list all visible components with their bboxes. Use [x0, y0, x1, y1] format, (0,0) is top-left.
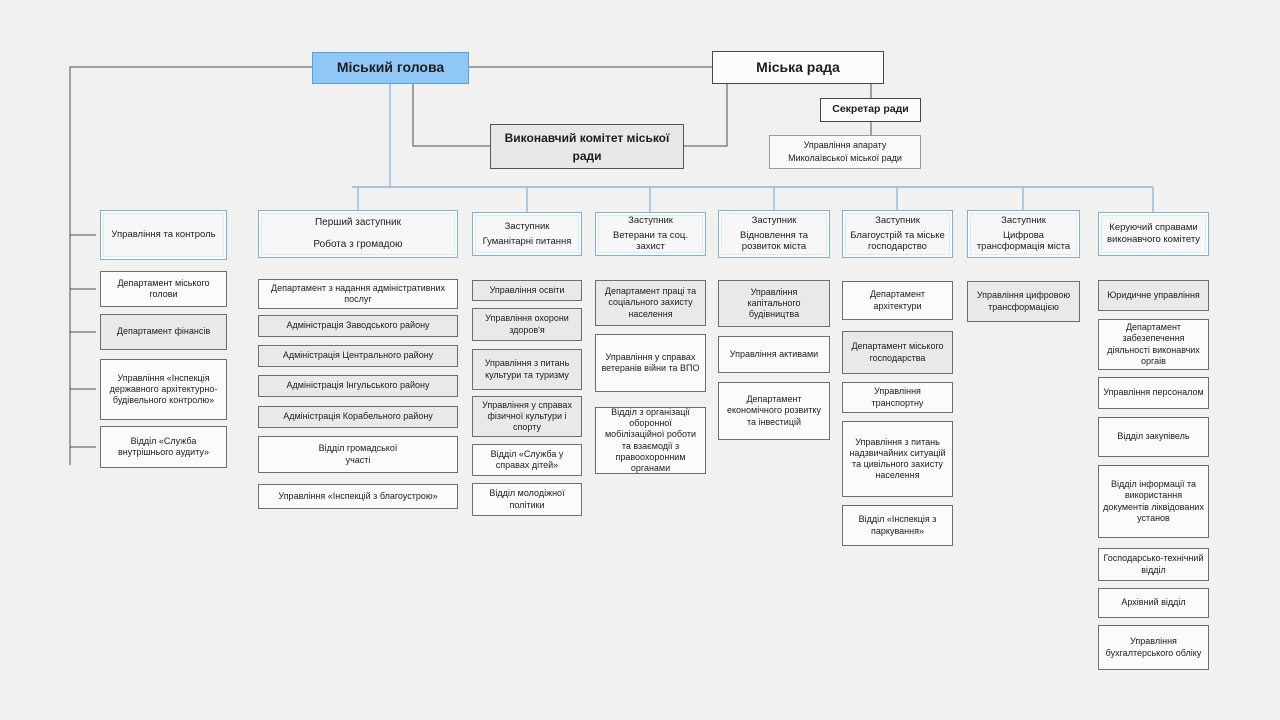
org-node: Відділ молодіжної політики: [472, 483, 582, 516]
org-node: Відділ закупівель: [1098, 417, 1209, 457]
column-header-humanitarian: [472, 212, 582, 256]
column-header-subtitle: Гуманітарні питання: [482, 235, 572, 247]
column-header-digital-transformation: [967, 210, 1080, 258]
column-header-subtitle: Цифрова трансформація міста: [976, 229, 1071, 253]
org-node: Управління з питань культури та туризму: [472, 349, 582, 390]
org-node: Управління у справах ветеранів війни та ВПО: [595, 334, 706, 392]
org-node: Управління «Інспекцій з благоустрою»: [258, 484, 458, 509]
org-node: Департамент міського господарства: [842, 331, 953, 374]
column-header-subtitle: Ветерани та соц. захист: [613, 229, 688, 253]
org-node: Управління бухгалтерського обліку: [1098, 625, 1209, 670]
org-node: Управління з питань надзвичайних ситуацій та цивільного захисту населення: [842, 421, 953, 497]
org-node: Департамент міського голови: [100, 271, 227, 307]
org-node: Адміністрація Центрального району: [258, 345, 458, 367]
column-header-title: Керуючий справами виконавчого комітету: [1106, 222, 1201, 245]
branch-header-control: Управління та контроль: [100, 210, 227, 260]
org-node: Департамент економічного розвитку та інвестицій: [718, 382, 830, 440]
column-header-city-economy: [842, 210, 953, 258]
org-node: Адміністрація Інгульського району: [258, 375, 458, 397]
org-node: Відділ громадської участі: [258, 436, 458, 473]
org-node: Відділ з організації оборонної мобілізаційної роботи та взаємодії з правоохоронним органами: [595, 407, 706, 474]
column-header-subtitle: Відновлення та розвиток міста: [740, 229, 808, 253]
org-node: Департамент архітектури: [842, 281, 953, 320]
org-node: Департамент з надання адміністративних послуг: [258, 279, 458, 309]
column-header-subtitle: Благоустрій та міське господарство: [850, 229, 945, 253]
org-node: Управління охорони здоров'я: [472, 308, 582, 341]
org-node: Департамент забезепечення діяльності виконавчих оргаів: [1098, 319, 1209, 370]
org-node: Департамент фінансів: [100, 314, 227, 350]
node-mayor: Міський голова: [312, 52, 469, 84]
column-header-title: Заступник: [751, 214, 797, 226]
column-header-recovery-development: [718, 210, 830, 258]
column-header-veterans-social: [595, 212, 706, 256]
org-node: Відділ інформації та використання документів ліквідованих установ: [1098, 465, 1209, 538]
org-node: Управління транспортну: [842, 382, 953, 413]
org-node: Управління освіти: [472, 280, 582, 301]
column-header-title: Заступник: [628, 214, 673, 226]
org-node: Юридичне управління: [1098, 280, 1209, 311]
column-header-title: Заступник: [1001, 214, 1046, 226]
column-header-title: Заступник: [504, 220, 550, 232]
org-node: Управління «Інспекція державного архітектурно-будівельного контролю»: [100, 359, 227, 420]
org-node: Адміністрація Заводського району: [258, 315, 458, 337]
org-node: Департамент праці та соціального захисту населення: [595, 280, 706, 326]
org-node: Відділ «Служба внутрішнього аудиту»: [100, 426, 227, 468]
node-council-secretary: Секретар ради: [820, 98, 921, 122]
org-node: Управління капітального будівництва: [718, 280, 830, 327]
org-node: Відділ «Інспекція з паркування»: [842, 505, 953, 546]
column-header-title: Перший заступник: [314, 217, 402, 228]
node-apparatus-department: Управління апарату Миколаївської міської ради: [769, 135, 921, 169]
column-header-first-deputy: [258, 210, 458, 258]
org-node: Відділ «Служба у справах дітей»: [472, 444, 582, 476]
org-node: Управління активами: [718, 336, 830, 373]
org-node: Управління цифровою трансформацією: [967, 281, 1080, 322]
org-node: Господарсько-технічний відділ: [1098, 548, 1209, 581]
org-node: Архівний відділ: [1098, 588, 1209, 618]
org-node: Управління у справах фізичної культури і спорту: [472, 396, 582, 437]
column-header-chief-of-staff: [1098, 212, 1209, 256]
column-header-subtitle: Робота з громадою: [313, 238, 403, 250]
column-header-title: Заступник: [875, 214, 920, 226]
node-executive-committee: Виконавчий комітет міської ради: [490, 124, 684, 169]
org-node: Адміністрація Корабельного району: [258, 406, 458, 428]
org-node: Управління персоналом: [1098, 377, 1209, 409]
node-city-council: Міська рада: [712, 51, 884, 84]
